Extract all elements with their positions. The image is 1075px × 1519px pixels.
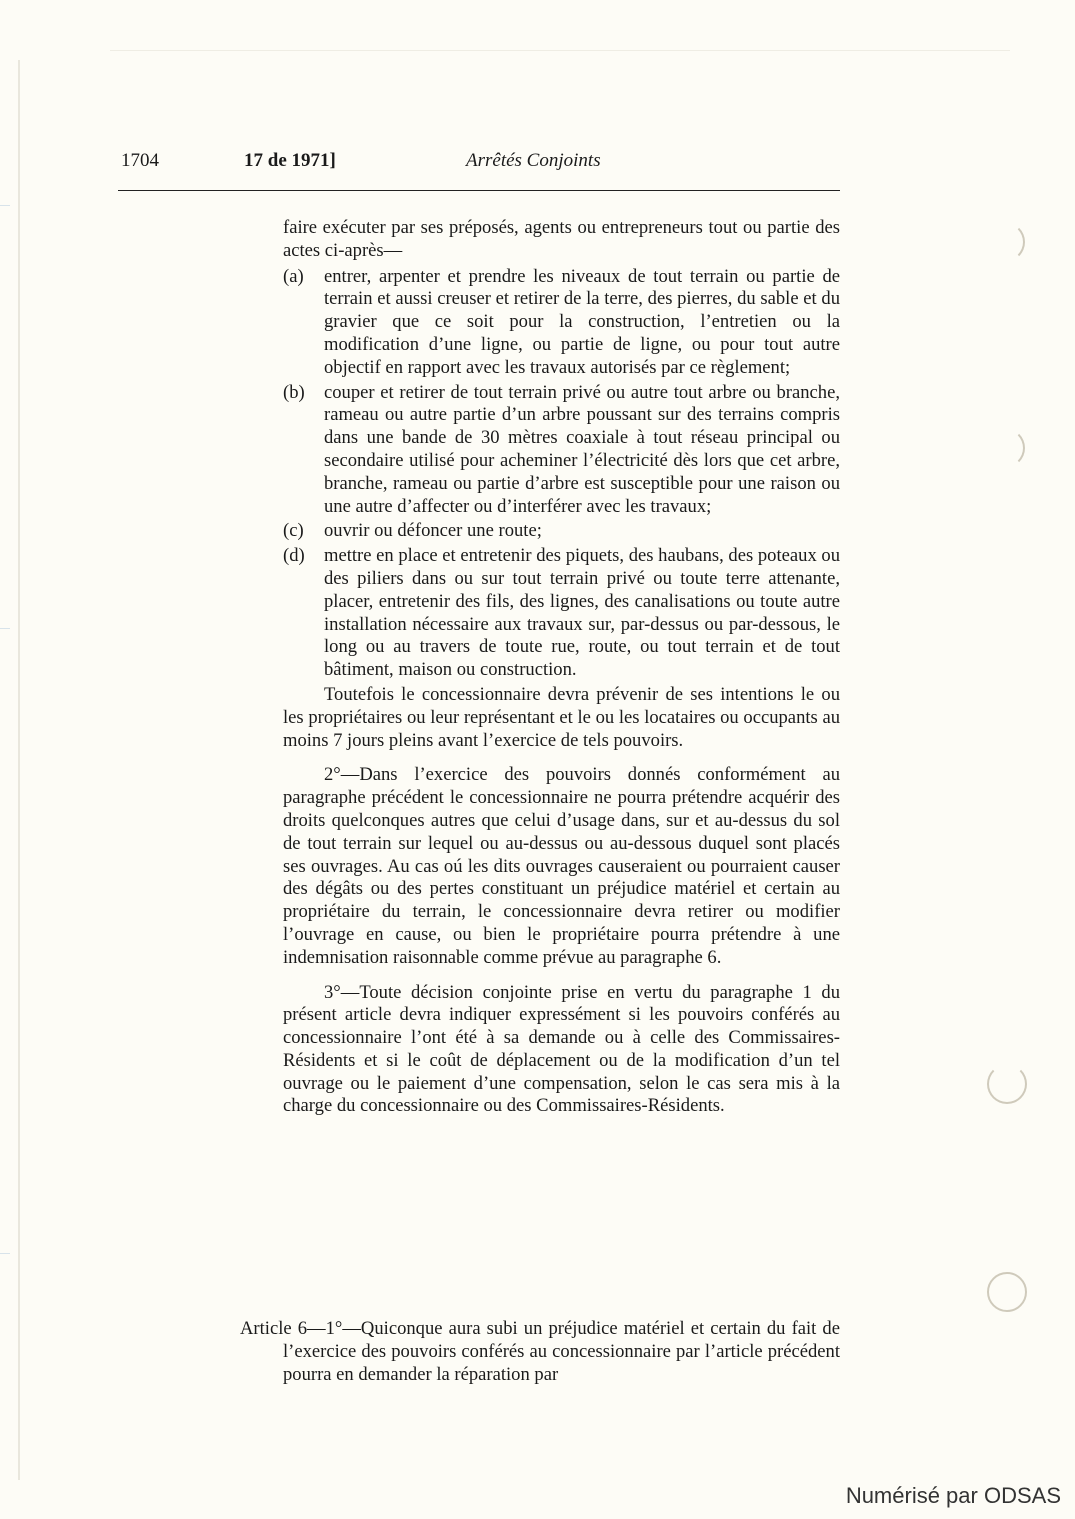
scan-mark (0, 1253, 10, 1254)
header-title: Arrêtés Conjoints (466, 150, 601, 171)
digitization-watermark: Numérisé par ODSAS (845, 1483, 1061, 1508)
main-text (283, 217, 840, 1118)
list-item (283, 382, 840, 519)
header-rule (118, 190, 840, 191)
item-label: (c) (283, 520, 304, 542)
item-text: entrer, arpenter et prendre les niveaux de tout terrain ou partie de terrain et aussi creuser et retirer de la terre, des pierres, du sable et du gravier que ce soit pour la construction, l’entretien ou la modification d’une ligne, ou partie de ligne, ou pour tout autre objectif en rapport avec les travaux autorisés par ce règlement; (324, 265, 840, 378)
item-label: (d) (283, 545, 305, 567)
proviso-paragraph: Toutefois le concessionnaire devra prévenir de ses intentions le ou les propriétaires ou leur représentant et le ou les locataires ou occupants au moins 7 jours pleins avant l’exercice de tels pouvoirs. (283, 683, 840, 751)
punch-hole (987, 1064, 1027, 1104)
header-date: 17 de 1971] (244, 150, 336, 171)
item-text: ouvrir ou défoncer une route; (324, 520, 542, 542)
paragraph-3: 3°—Toute décision conjointe prise en vertu du paragraphe 1 du présent article devra indiquer expressément si les pouvoirs conférés au concessionnaire l’ont été à sa demande ou à celle des Commissaires-Résidents et si le coût de déplacement ou de la modification d’un tel ouvrage ou le paiement d’une compensation, selon le cas sera mis à la charge du concessionnaire ou des Commissaires-Résidents. (283, 981, 840, 1117)
item-label: (a) (283, 265, 304, 287)
scan-mark (0, 205, 10, 206)
list-item (283, 545, 840, 682)
paragraph-2: 2°—Dans l’exercice des pouvoirs donnés conformément au paragraphe précédent le concessionnaire ne pourra prétendre acquérir des droits quelconques autres que celui d’usage dans, sur et au-dessus du sol de tout terrain sur lequel ou au-dessus ou au-dessous duquel sont placés ses ouvrages. Au cas oú les dits ouvrages causeraient ou pourraient causer des dégâts ou des pertes constituant un préjudice matériel et certain au propriétaire du terrain, le concessionnaire devra retirer ou modifier l’ouvrage en cause, ou bien le propriétaire pourra prétendre à une indemnisation raisonnable comme prévue au paragraphe 6. (283, 764, 840, 968)
page-edge-left (18, 60, 20, 1480)
punch-hole (985, 428, 1025, 468)
scan-mark (0, 628, 10, 629)
running-header (0, 150, 1075, 180)
item-text: mettre en place et entretenir des piquets, des haubans, des poteaux ou des piliers dans ou sur tout terrain privé ou toute terre attenante, placer, entretenir des fils, des lignes, des canalisations ou toute autre installation nécessaire aux travaux sur, par-dessus ou par-dessous, le long ou au travers de toute rue, route, ou tout terrain et de tout bâtiment, maison ou construction. (324, 545, 840, 681)
punch-hole (985, 222, 1025, 262)
article-6-text: Article 6—1°—Quiconque aura subi un préjudice matériel et certain du fait de l’exercice des pouvoirs conférés au concessionnaire par l’article précédent pourra en demander la réparation par (240, 1318, 840, 1385)
page-edge-top (110, 50, 1010, 51)
item-text: couper et retirer de tout terrain privé ou autre tout arbre ou branche, rameau ou autre partie d’un arbre poussant sur des terrains compris dans une bande de 30 mètres coaxiale à tout réseau principal ou secondaire utilisé pour acheminer l’électricité dès lors que cet arbre, branche, rameau ou partie d’arbre est susceptible pour une raison ou une autre d’affecter ou d’interférer avec les travaux; (324, 381, 840, 517)
article-6 (240, 1318, 840, 1386)
intro-paragraph: faire exécuter par ses préposés, agents ou entrepreneurs tout ou partie des actes ci-après— (283, 217, 840, 261)
punch-hole (987, 1272, 1027, 1312)
list-item (283, 266, 840, 380)
item-label: (b) (283, 381, 305, 403)
list-item (283, 520, 840, 543)
page-number: 1704 (121, 150, 159, 171)
